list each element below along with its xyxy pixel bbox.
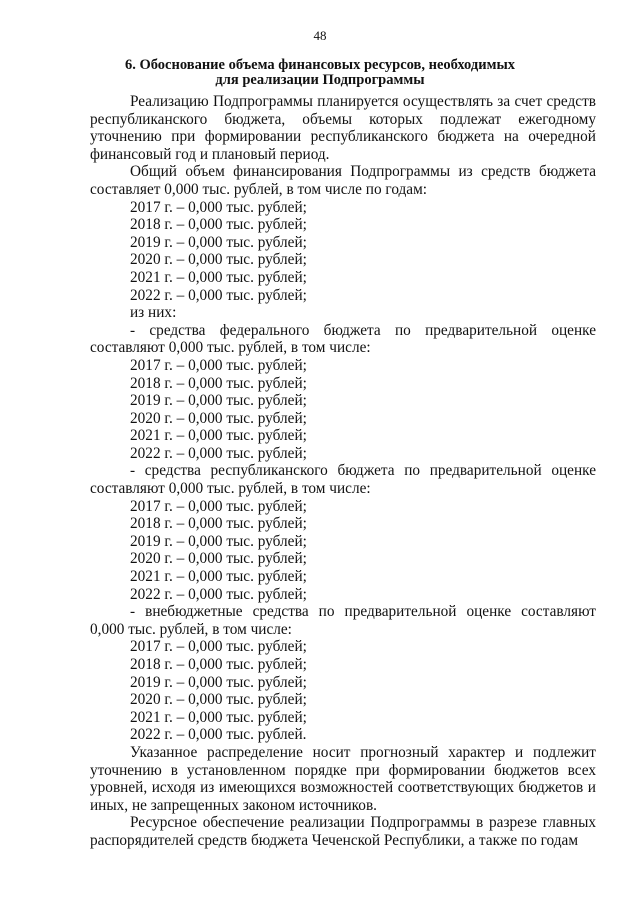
total-funding-paragraph: Общий объем финансирования Подпрограммы из средств бюджета составляет 0,000 тыс. рублей, в том числе по годам: xyxy=(90,163,596,198)
year-line: 2021 г. – 0,000 тыс. рублей; xyxy=(130,427,307,445)
page-number: 48 xyxy=(313,28,327,43)
section-heading-line-1: 6. Обоснование объема финансовых ресурсов, необходимых xyxy=(124,57,516,73)
year-line: 2021 г. – 0,000 тыс. рублей; xyxy=(130,568,307,586)
year-line: 2020 г. – 0,000 тыс. рублей; xyxy=(130,691,307,709)
year-line: 2022 г. – 0,000 тыс. рублей. xyxy=(130,726,307,744)
year-line: 2021 г. – 0,000 тыс. рублей; xyxy=(130,268,307,286)
republican-budget-paragraph: - средства республиканского бюджета по предварительной оценке составляют 0,000 тыс. рублей, в том числе: xyxy=(90,462,596,498)
forecast-note-paragraph: Указанное распределение носит прогнозный характер и подлежит уточнению в установленном порядке при формировании бюджетов всех уровней, исходя из имеющихся возможностей соответствующих бюджетов и иных, не запрещенных законом источников. xyxy=(90,743,596,814)
republican-years-list xyxy=(90,498,596,604)
year-line: 2019 г. – 0,000 тыс. рублей; xyxy=(130,233,307,251)
year-line: 2022 г. – 0,000 тыс. рублей; xyxy=(130,444,307,462)
total-years-list xyxy=(90,199,596,305)
year-line: 2020 г. – 0,000 тыс. рублей; xyxy=(130,550,307,568)
intro-paragraph: Реализацию Подпрограммы планируется осуществлять за счет средств республиканского бюджета, объемы которых подлежат ежегодному уточнению при формировании республиканского бюджета на очередной финансовый год и плановый период. xyxy=(90,93,596,163)
section-heading xyxy=(90,58,550,88)
year-line: 2021 г. – 0,000 тыс. рублей; xyxy=(130,708,307,726)
year-line: 2019 г. – 0,000 тыс. рублей; xyxy=(130,392,307,410)
year-line: 2018 г. – 0,000 тыс. рублей; xyxy=(130,656,307,673)
federal-years-list xyxy=(90,357,596,463)
year-line: 2022 г. – 0,000 тыс. рублей; xyxy=(130,585,307,603)
year-line: 2020 г. – 0,000 тыс. рублей; xyxy=(130,251,307,269)
federal-budget-paragraph: - средства федерального бюджета по предварительной оценке составляют 0,000 тыс. рублей, в том числе: xyxy=(90,321,596,357)
extrabudgetary-years-list xyxy=(90,638,596,744)
year-line: 2017 г. – 0,000 тыс. рублей; xyxy=(130,198,307,216)
year-line: 2018 г. – 0,000 тыс. рублей; xyxy=(130,216,307,234)
year-line: 2019 г. – 0,000 тыс. рублей; xyxy=(130,532,307,550)
resource-provision-paragraph: Ресурсное обеспечение реализации Подпрограммы в разрезе главных распорядителей средств бюджета Чеченской Республики, а также по годам xyxy=(90,814,596,849)
document-body xyxy=(90,93,596,850)
year-line: 2017 г. – 0,000 тыс. рублей; xyxy=(130,356,307,374)
year-line: 2017 г. – 0,000 тыс. рублей; xyxy=(130,638,307,656)
of-them-label: из них: xyxy=(130,304,177,322)
year-line: 2020 г. – 0,000 тыс. рублей; xyxy=(130,409,307,427)
year-line: 2019 г. – 0,000 тыс. рублей; xyxy=(130,673,307,691)
year-line: 2017 г. – 0,000 тыс. рублей; xyxy=(130,497,307,515)
year-line: 2022 г. – 0,000 тыс. рублей; xyxy=(130,286,307,304)
extrabudgetary-paragraph: - внебюджетные средства по предварительной оценке составляют 0,000 тыс. рублей, в том числе: xyxy=(90,603,596,638)
year-line: 2018 г. – 0,000 тыс. рублей; xyxy=(130,515,307,533)
section-heading-line-2: для реализации Подпрограммы xyxy=(215,72,425,88)
year-line: 2018 г. – 0,000 тыс. рублей; xyxy=(130,374,307,392)
